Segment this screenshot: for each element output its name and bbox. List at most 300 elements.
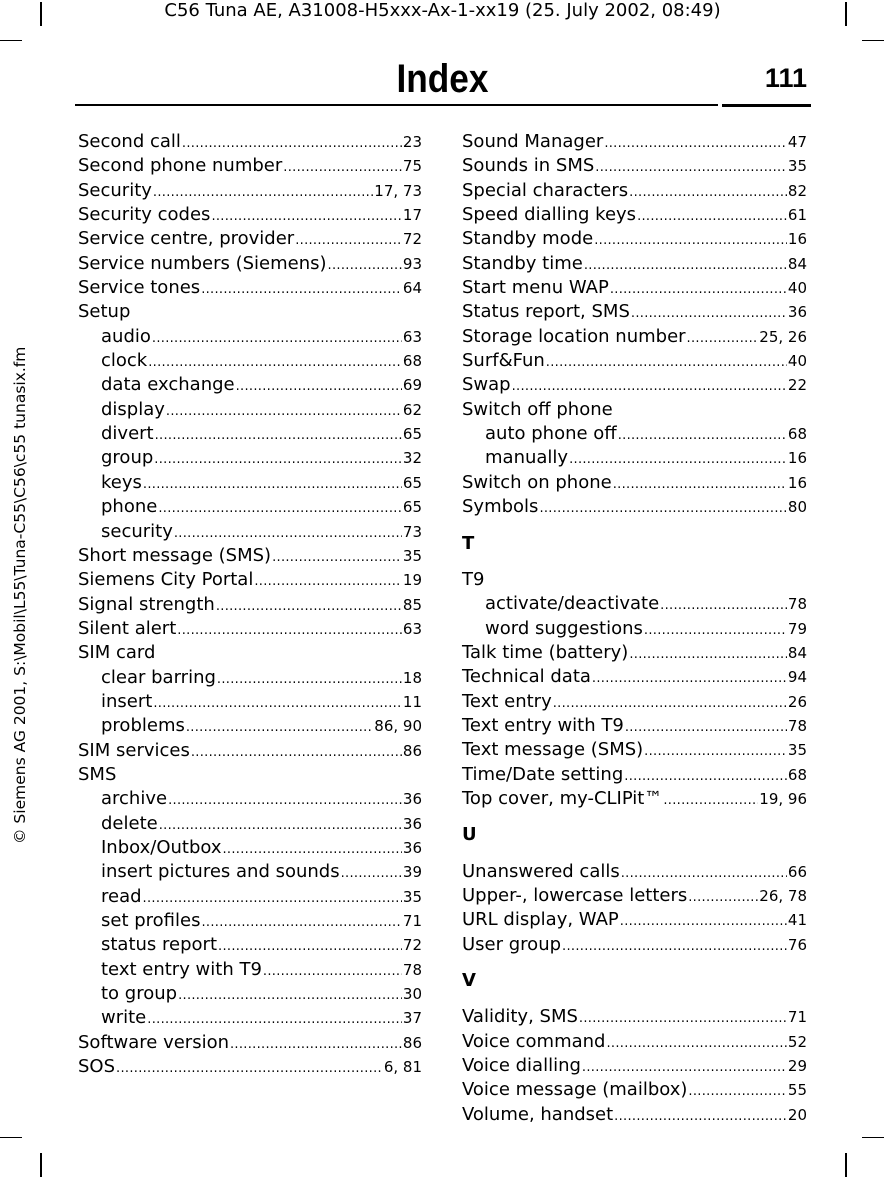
index-entry: [78, 130, 422, 154]
index-entry: [78, 568, 422, 592]
dot-leader: [625, 716, 787, 740]
index-page-ref: 80: [787, 498, 807, 517]
index-page-ref: 6, 81: [383, 1058, 422, 1077]
index-entry: [78, 276, 422, 300]
copyright-sidebar: © Siemens AG 2001, S:\Mobil\L55\Tuna-C55\C56\c55 tunasix.fm: [11, 346, 29, 844]
dot-leader: [230, 1033, 402, 1057]
dot-leader: [688, 1080, 787, 1104]
dot-leader: [553, 692, 787, 716]
index-page-ref: 66: [787, 862, 807, 881]
index-page-ref: 36: [402, 838, 422, 857]
index-entry-label: Time/Date setting: [462, 763, 624, 785]
dot-leader: [660, 594, 787, 618]
index-entry-label: Standby mode: [462, 228, 594, 250]
index-page-ref: 26, 78: [759, 886, 807, 905]
index-entry: [78, 617, 422, 641]
dot-leader: [283, 156, 402, 180]
index-section-letter: V: [462, 970, 476, 991]
title-rule: [75, 104, 718, 106]
index-page-ref: 35: [402, 887, 422, 906]
dot-leader: [236, 375, 402, 399]
index-subentry: [462, 592, 807, 616]
index-page-ref: 29: [787, 1057, 807, 1076]
dot-leader: [341, 862, 402, 886]
index-entry: [462, 252, 807, 276]
crop-mark-bottom-left-horizontal: [0, 1137, 22, 1138]
index-entry: [462, 349, 807, 373]
dot-leader: [637, 205, 787, 229]
index-page-ref: 40: [787, 352, 807, 371]
index-page-ref: 17, 73: [374, 181, 422, 200]
index-subentry: [462, 617, 807, 641]
dot-leader: [143, 887, 402, 911]
dot-leader: [595, 156, 787, 180]
index-entry-label: Top cover, my-CLIPit™: [462, 787, 663, 809]
index-entry-label: Talk time (battery): [462, 641, 629, 663]
dot-leader: [688, 886, 758, 910]
index-page-ref: 78: [402, 960, 422, 979]
index-page-ref: 35: [402, 546, 422, 565]
index-page-ref: 63: [402, 327, 422, 346]
index-page-ref: 62: [402, 400, 422, 419]
index-subentry: [78, 909, 422, 933]
index-entry: [462, 665, 807, 689]
index-subentry: [78, 520, 422, 544]
index-page-ref: 84: [787, 643, 807, 662]
index-entry: [78, 154, 422, 178]
index-entry-label: write: [101, 1007, 147, 1029]
dot-leader: [663, 789, 758, 813]
dot-leader: [217, 668, 402, 692]
dot-leader: [594, 229, 787, 253]
dot-leader: [155, 424, 402, 448]
index-page-ref: 82: [787, 181, 807, 200]
dot-leader: [223, 838, 402, 862]
dot-leader: [154, 448, 402, 472]
index-entry: [462, 568, 807, 592]
index-page-ref: 68: [787, 425, 807, 444]
index-page-ref: 64: [402, 279, 422, 298]
page-title: Index: [396, 57, 489, 101]
dot-leader: [201, 911, 401, 935]
index-entry: [78, 300, 422, 324]
index-page-ref: 78: [787, 716, 807, 735]
index-page-ref: 86: [402, 741, 422, 760]
dot-leader: [116, 1057, 383, 1081]
index-page-ref: 68: [402, 352, 422, 371]
dot-leader: [687, 327, 759, 351]
index-page-ref: 40: [787, 279, 807, 298]
index-entry-label: display: [101, 398, 165, 420]
index-entry: [462, 398, 807, 422]
dot-leader: [148, 351, 402, 375]
index-entry-label: Second phone number: [78, 155, 283, 177]
index-entry: [462, 738, 807, 762]
index-entry-label: divert: [101, 423, 154, 445]
dot-leader: [624, 765, 787, 789]
crop-mark-bottom-right-horizontal: [862, 1137, 884, 1138]
dot-leader: [606, 1032, 786, 1056]
dot-leader: [191, 741, 402, 765]
index-page-ref: 78: [787, 595, 807, 614]
index-page-ref: 93: [402, 254, 422, 273]
index-entry: [462, 276, 807, 300]
index-page-ref: 18: [402, 668, 422, 687]
index-entry-label: Text entry with T9: [462, 714, 624, 736]
dot-leader: [159, 814, 402, 838]
index-subentry: [78, 714, 422, 738]
index-page-ref: 72: [402, 230, 422, 249]
index-entry: [462, 787, 807, 811]
index-page-ref: 61: [787, 206, 807, 225]
index-page-ref: 39: [402, 863, 422, 882]
dot-leader: [562, 935, 787, 959]
index-page-ref: 11: [402, 692, 422, 711]
index-subentry: [78, 836, 422, 860]
dot-leader: [582, 1056, 787, 1080]
index-entry: [78, 227, 422, 251]
index-entry-label: Switch off phone: [462, 398, 613, 420]
dot-leader: [618, 424, 787, 448]
index-entry: [78, 179, 422, 203]
index-entry-label: Silent alert: [78, 617, 177, 639]
index-entry: [462, 860, 807, 884]
index-entry-label: Siemens City Portal: [78, 569, 254, 591]
dot-leader: [166, 400, 402, 424]
index-page-ref: 84: [787, 254, 807, 273]
index-page-ref: 30: [402, 985, 422, 1004]
index-entry-label: text entry with T9: [101, 958, 262, 980]
dot-leader: [211, 205, 401, 229]
index-page-ref: 36: [402, 790, 422, 809]
dot-leader: [295, 229, 402, 253]
dot-leader: [629, 181, 787, 205]
index-page-ref: 69: [402, 376, 422, 395]
index-entry-label: auto phone off: [485, 423, 617, 445]
index-entry-label: Service tones: [78, 277, 201, 299]
index-entry-label: Unanswered calls: [462, 860, 620, 882]
index-page-ref: 79: [787, 619, 807, 638]
index-entry: [462, 471, 807, 495]
index-entry-label: Surf&Fun: [462, 350, 545, 372]
index-page-ref: 71: [787, 1008, 807, 1027]
index-page-ref: 85: [402, 595, 422, 614]
index-entry-label: word suggestions: [485, 617, 643, 639]
index-page-ref: 73: [402, 522, 422, 541]
dot-leader: [629, 643, 787, 667]
index-entry-label: Status report, SMS: [462, 301, 630, 323]
index-subentry: [78, 982, 422, 1006]
index-entry: [462, 1078, 807, 1102]
document-header: C56 Tuna AE, A31008-H5xxx-Ax-1-xx19 (25. July 2002, 08:49): [164, 0, 721, 21]
index-entry: [462, 203, 807, 227]
index-page-ref: 36: [402, 814, 422, 833]
index-page-ref: 65: [402, 498, 422, 517]
index-entry-label: Start menu WAP: [462, 277, 609, 299]
index-page-ref: 86: [402, 1033, 422, 1052]
index-entry: [462, 763, 807, 787]
dot-leader: [216, 595, 402, 619]
index-entry: [78, 763, 422, 787]
index-entry-label: problems: [101, 715, 185, 737]
index-entry: [462, 908, 807, 932]
index-entry-label: Switch on phone: [462, 471, 612, 493]
index-entry: [78, 739, 422, 763]
crop-mark-top-right-horizontal: [862, 40, 884, 41]
dot-leader: [147, 1008, 402, 1032]
crop-mark-bottom-left-vertical: [40, 1153, 42, 1177]
dot-leader: [610, 278, 787, 302]
index-entry-label: security: [101, 520, 173, 542]
dot-leader: [153, 181, 373, 205]
dot-leader: [182, 132, 402, 156]
index-entry: [462, 1103, 807, 1127]
index-entry-label: set profiles: [101, 910, 201, 931]
index-entry-label: keys: [101, 471, 142, 493]
dot-leader: [592, 667, 787, 691]
index-page-ref: 25, 26: [759, 327, 807, 346]
index-entry-label: Signal strength: [78, 593, 215, 615]
dot-leader: [168, 789, 402, 813]
index-page-ref: 52: [787, 1032, 807, 1051]
index-page-ref: 35: [787, 741, 807, 760]
dot-leader: [153, 692, 402, 716]
index-entry-label: Sounds in SMS: [462, 155, 595, 177]
index-page-ref: 35: [787, 157, 807, 176]
dot-leader: [201, 278, 402, 302]
dot-leader: [218, 935, 402, 959]
index-entry: [78, 641, 422, 665]
index-entry-label: Symbols: [462, 496, 539, 518]
index-entry-label: manually: [485, 447, 569, 469]
index-section-letter: U: [462, 824, 477, 846]
index-subentry: [78, 471, 422, 495]
index-entry: [78, 1031, 422, 1055]
index-entry-label: clock: [101, 350, 148, 372]
index-page-ref: 37: [402, 1009, 422, 1028]
dot-leader: [644, 619, 787, 643]
dot-leader: [177, 619, 402, 643]
page-number: 111: [764, 63, 807, 93]
index-entry-label: Second call: [78, 131, 181, 152]
dot-leader: [614, 1105, 787, 1129]
index-entry: [462, 714, 807, 738]
index-entry-label: insert pictures and sounds: [101, 861, 340, 883]
index-entry-label: URL display, WAP: [462, 909, 619, 931]
index-entry-label: Validity, SMS: [462, 1006, 578, 1028]
index-entry-label: archive: [101, 788, 168, 810]
index-subentry: [78, 860, 422, 884]
index-entry-label: to group: [101, 983, 178, 1005]
index-page-ref: 32: [402, 449, 422, 468]
index-entry: [462, 1030, 807, 1054]
index-entry: [78, 1055, 422, 1079]
index-subentry: [462, 446, 807, 470]
index-entry: [462, 179, 807, 203]
index-entry-label: Swap: [462, 374, 511, 396]
dot-leader: [620, 910, 787, 934]
index-entry: [462, 690, 807, 714]
index-entry-label: Voice dialling: [462, 1055, 581, 1077]
index-entry-label: activate/deactivate: [485, 593, 660, 615]
index-subentry: [78, 495, 422, 519]
dot-leader: [254, 570, 402, 594]
index-entry: [462, 154, 807, 178]
index-entry-label: Technical data: [462, 666, 591, 688]
index-page-ref: 22: [787, 376, 807, 395]
dot-leader: [584, 254, 787, 278]
crop-mark-top-left-horizontal: [0, 40, 22, 41]
index-entry-label: Speed dialling keys: [462, 204, 637, 226]
index-entry: [462, 1005, 807, 1029]
index-entry-label: Sound Manager: [462, 131, 604, 152]
dot-leader: [263, 960, 402, 984]
index-subentry: [78, 666, 422, 690]
index-entry-label: Setup: [78, 301, 131, 323]
index-entry-label: status report: [101, 934, 218, 956]
index-subentry: [78, 325, 422, 349]
index-page-ref: 71: [402, 912, 422, 930]
index-entry-label: Storage location number: [462, 325, 686, 347]
page-number-rule: [722, 104, 811, 107]
index-entry-label: clear barring: [101, 666, 216, 688]
index-entry-label: read: [101, 885, 142, 907]
index-page-ref: 16: [787, 449, 807, 468]
index-entry-label: Upper-, lowercase letters: [462, 884, 688, 906]
index-entry-label: group: [101, 447, 154, 469]
crop-mark-bottom-right-vertical: [845, 1153, 847, 1177]
index-page-ref: 75: [402, 157, 422, 176]
index-subentry: [78, 349, 422, 373]
index-entry-label: Security codes: [78, 204, 211, 226]
dot-leader: [546, 351, 787, 375]
dot-leader: [644, 740, 787, 764]
index-entry-label: SIM services: [78, 739, 190, 761]
index-entry-label: SOS: [78, 1056, 116, 1078]
dot-leader: [178, 984, 402, 1008]
index-page-ref: 65: [402, 473, 422, 492]
index-subentry: [462, 422, 807, 446]
index-subentry: [78, 422, 422, 446]
index-entry-label: T9: [462, 568, 485, 590]
index-entry-label: Voice command: [462, 1030, 606, 1052]
index-page-ref: 94: [787, 668, 807, 687]
dot-leader: [539, 497, 786, 521]
index-subentry: [78, 787, 422, 811]
index-subentry: [78, 690, 422, 714]
index-entry: [462, 130, 807, 154]
dot-leader: [512, 375, 787, 399]
index-page-ref: 19: [402, 571, 422, 590]
index-column-left: [78, 130, 422, 1079]
index-page-ref: 26: [787, 692, 807, 711]
index-page-ref: 68: [787, 765, 807, 784]
index-entry-label: User group: [462, 933, 562, 955]
index-column-right: [462, 130, 807, 1127]
index-entry-label: Text message (SMS): [462, 739, 644, 761]
index-page-ref: 16: [787, 230, 807, 249]
index-entry-label: Standby time: [462, 252, 583, 274]
index-page-ref: 20: [787, 1105, 807, 1124]
dot-leader: [143, 473, 402, 497]
dot-leader: [621, 862, 787, 886]
index-entry-label: insert: [101, 690, 153, 712]
index-page-ref: 36: [787, 303, 807, 322]
index-entry: [462, 1054, 807, 1078]
index-subentry: [78, 958, 422, 982]
dot-leader: [631, 302, 787, 326]
index-entry-label: Inbox/Outbox: [101, 836, 222, 858]
index-entry: [462, 933, 807, 957]
index-page-ref: 47: [787, 133, 807, 151]
index-entry-label: phone: [101, 496, 158, 518]
index-page-ref: 16: [787, 473, 807, 492]
dot-leader: [152, 327, 402, 351]
index-page-ref: 41: [787, 911, 807, 930]
index-entry: [462, 300, 807, 324]
index-subentry: [78, 812, 422, 836]
index-entry-label: audio: [101, 325, 151, 347]
index-entry-label: delete: [101, 812, 158, 834]
dot-leader: [186, 716, 373, 740]
index-subentry: [78, 446, 422, 470]
index-entry-label: Security: [78, 179, 152, 201]
index-entry: [78, 203, 422, 227]
index-page-ref: 23: [402, 133, 422, 151]
dot-leader: [613, 473, 787, 497]
index-entry: [462, 641, 807, 665]
index-entry-label: Special characters: [462, 179, 629, 201]
index-page-ref: 63: [402, 619, 422, 638]
index-entry-label: Text entry: [462, 690, 552, 712]
index-page-ref: 76: [787, 935, 807, 954]
index-entry: [462, 884, 807, 908]
dot-leader: [569, 448, 787, 472]
index-page-ref: 72: [402, 936, 422, 955]
index-entry-label: Short message (SMS): [78, 544, 272, 566]
index-entry: [78, 544, 422, 568]
dot-leader: [174, 522, 402, 546]
index-page-ref: 86, 90: [374, 717, 422, 736]
index-entry-label: Volume, handset: [462, 1103, 614, 1125]
index-page-ref: 19, 96: [759, 789, 807, 808]
index-subentry: [78, 933, 422, 957]
index-entry: [462, 227, 807, 251]
index-page-ref: 65: [402, 425, 422, 444]
index-entry-label: SIM card: [78, 642, 156, 664]
index-subentry: [78, 373, 422, 397]
index-entry: [78, 593, 422, 617]
dot-leader: [158, 497, 402, 521]
index-page-ref: 17: [402, 206, 422, 225]
index-entry: [462, 373, 807, 397]
index-entry-label: Service centre, provider: [78, 228, 295, 250]
index-section-letter: T: [462, 532, 475, 554]
dot-leader: [272, 546, 402, 570]
dot-leader: [328, 254, 402, 278]
dot-leader: [604, 132, 787, 156]
index-subentry: [78, 398, 422, 422]
index-page-ref: 55: [787, 1081, 807, 1100]
index-subentry: [78, 885, 422, 909]
index-entry: [462, 495, 807, 519]
index-entry: [78, 252, 422, 276]
index-entry-label: Voice message (mailbox): [462, 1079, 688, 1101]
index-entry-label: data exchange: [101, 374, 235, 396]
index-entry-label: Service numbers (Siemens): [78, 252, 327, 274]
index-entry-label: Software version: [78, 1031, 229, 1053]
index-subentry: [78, 1006, 422, 1030]
